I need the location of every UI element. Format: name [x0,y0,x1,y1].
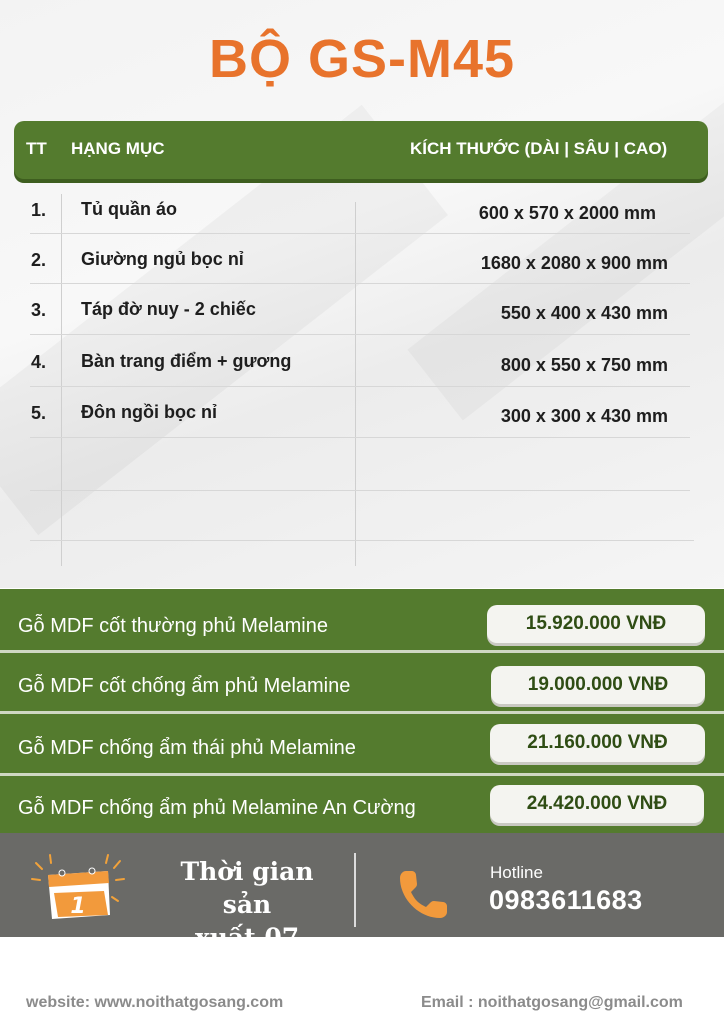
table-header [14,121,708,179]
material-label: Gỗ MDF chống ẩm thái phủ Melamine [18,737,356,759]
production-time [162,855,332,987]
material-label: Gỗ MDF cốt chống ẩm phủ Melamine [18,675,351,697]
table-row [0,286,724,336]
table-row [0,236,724,286]
row-size: 300 x 300 x 430 mm [500,406,668,426]
calendar-number: 1 [70,894,86,919]
calendar-icon [30,853,126,923]
page-title: BỘ GS-M45 [208,29,516,89]
price-badge: 24.420.000 VNĐ [490,785,704,823]
price-row [0,715,724,775]
phone-icon [397,867,451,921]
production-line-1: Thời gian sản [180,857,314,919]
row-number: 4. [31,352,47,372]
hotline-number[interactable]: 0983611683 [489,885,643,915]
row-number: 1. [31,200,47,220]
row-number: 3. [31,300,47,320]
email-link[interactable]: Email : noithatgosang@gmail.com [421,994,683,1011]
price-badge: 21.160.000 VNĐ [490,724,705,762]
row-item: Táp đờ nuy - 2 chiếc [81,299,256,319]
price-row [0,655,724,715]
table-row-divider [30,540,694,541]
row-item: Tủ quần áo [81,199,177,219]
header-tt: TT [26,139,47,158]
row-item: Giường ngủ bọc nỉ [81,249,244,269]
production-line-2: xuất 07 ngày [194,923,300,985]
price-badge: 15.920.000 VNĐ [487,605,705,643]
table-row-divider [30,490,690,491]
price-divider [0,650,724,653]
header-size: KÍCH THƯỚC (DÀI | SÂU | CAO) [410,139,668,158]
table-row [0,186,724,236]
price-row [0,777,724,837]
price-badge: 19.000.000 VNĐ [491,666,705,704]
price-section [0,589,724,833]
website-link[interactable]: website: www.noithatgosang.com [26,994,284,1011]
row-size: 550 x 400 x 430 mm [500,303,668,323]
row-number: 5. [31,403,47,423]
table-row [0,389,724,439]
material-label: Gỗ MDF cốt thường phủ Melamine [18,615,328,637]
row-item: Bàn trang điểm + gương [81,351,292,371]
row-size: 1680 x 2080 x 900 mm [480,253,668,273]
table-row [0,338,724,388]
price-row [0,593,724,653]
hotline-label: Hotline [490,863,543,882]
price-divider [0,711,724,714]
header-item: HẠNG MỤC [71,139,165,158]
info-divider [354,853,356,927]
row-size: 600 x 570 x 2000 mm [478,203,656,223]
row-size: 800 x 550 x 750 mm [500,355,668,375]
row-item: Đôn ngồi bọc nỉ [81,402,217,422]
info-section [0,833,724,985]
price-divider [0,773,724,776]
material-label: Gỗ MDF chống ẩm phủ Melamine An Cường [18,797,416,819]
row-number: 2. [31,250,47,270]
